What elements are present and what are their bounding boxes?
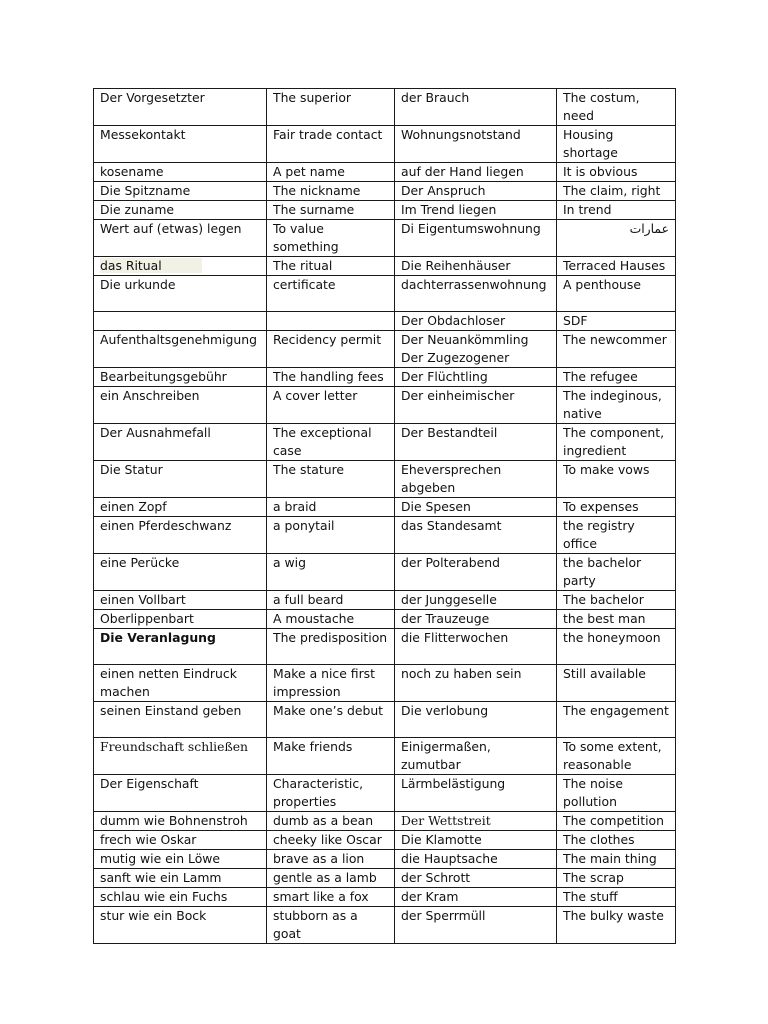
cell-german-term: Der einheimischer: [395, 387, 557, 424]
cell-english-translation: The refugee: [557, 368, 676, 387]
table-row: [94, 554, 676, 591]
cell-german-term: stur wie ein Bock: [94, 907, 267, 944]
cell-german-term: das Standesamt: [395, 517, 557, 554]
cell-english-translation: The nickname: [267, 182, 395, 201]
cell-english-translation: a wig: [267, 554, 395, 591]
cell-english-translation: The stature: [267, 461, 395, 498]
cell-german-term: mutig wie ein Löwe: [94, 850, 267, 869]
cell-german-term: der Schrott: [395, 869, 557, 888]
cell-german-term: Einigermaßen, zumutbar: [395, 738, 557, 775]
cell-english-translation: A penthouse: [557, 276, 676, 312]
cell-german-term: der Trauzeuge: [395, 610, 557, 629]
cell-german-term: eine Perücke: [94, 554, 267, 591]
cell-english-translation: The exceptional case: [267, 424, 395, 461]
cell-english-translation: a full beard: [267, 591, 395, 610]
table-row: [94, 812, 676, 831]
cell-english-translation: The scrap: [557, 869, 676, 888]
table-row: [94, 182, 676, 201]
cell-german-term: Die Klamotte: [395, 831, 557, 850]
cell-english-translation: عمارات: [557, 220, 676, 257]
table-row: [94, 665, 676, 702]
cell-english-translation: The claim, right: [557, 182, 676, 201]
cell-german-term: der Polterabend: [395, 554, 557, 591]
cell-english-translation: dumb as a bean: [267, 812, 395, 831]
cell-german-term: Im Trend liegen: [395, 201, 557, 220]
cell-english-translation: a braid: [267, 498, 395, 517]
table-row: [94, 702, 676, 738]
cell-english-translation: Housing shortage: [557, 126, 676, 163]
cell-english-translation: Fair trade contact: [267, 126, 395, 163]
cell-german-term: Wohnungsnotstand: [395, 126, 557, 163]
vocabulary-table: [93, 88, 676, 944]
cell-german-term: [94, 312, 267, 331]
cell-english-translation: To some extent, reasonable: [557, 738, 676, 775]
table-row: [94, 629, 676, 665]
cell-german-term: Der Anspruch: [395, 182, 557, 201]
table-row: [94, 201, 676, 220]
cell-german-term: Die Spesen: [395, 498, 557, 517]
cell-english-translation: The surname: [267, 201, 395, 220]
table-row: [94, 387, 676, 424]
cell-german-term: Die zuname: [94, 201, 267, 220]
cell-english-translation: The component, ingredient: [557, 424, 676, 461]
table-row: [94, 331, 676, 368]
table-row: [94, 257, 676, 276]
cell-english-translation: A cover letter: [267, 387, 395, 424]
cell-english-translation: The noise pollution: [557, 775, 676, 812]
cell-german-term: die Hauptsache: [395, 850, 557, 869]
cell-german-term: Der Ausnahmefall: [94, 424, 267, 461]
cell-german-term: Bearbeitungsgebühr: [94, 368, 267, 387]
cell-german-term: Die Spitzname: [94, 182, 267, 201]
cell-german-term: ein Anschreiben: [94, 387, 267, 424]
table-row: [94, 831, 676, 850]
cell-english-translation: The main thing: [557, 850, 676, 869]
table-row: [94, 461, 676, 498]
cell-english-translation: Terraced Hauses: [557, 257, 676, 276]
cell-english-translation: the best man: [557, 610, 676, 629]
cell-german-term: Messekontakt: [94, 126, 267, 163]
table-row: [94, 610, 676, 629]
cell-english-translation: The predisposition: [267, 629, 395, 665]
cell-english-translation: Still available: [557, 665, 676, 702]
cell-english-translation: To make vows: [557, 461, 676, 498]
table-row: [94, 775, 676, 812]
cell-english-translation: The stuff: [557, 888, 676, 907]
cell-german-term: Lärmbelästigung: [395, 775, 557, 812]
table-row: [94, 850, 676, 869]
cell-english-translation: gentle as a lamb: [267, 869, 395, 888]
table-row: [94, 591, 676, 610]
cell-english-translation: It is obvious: [557, 163, 676, 182]
cell-english-translation: The bulky waste: [557, 907, 676, 944]
table-row: [94, 424, 676, 461]
cell-english-translation: a ponytail: [267, 517, 395, 554]
cell-german-term: Die Reihenhäuser: [395, 257, 557, 276]
cell-english-translation: Make friends: [267, 738, 395, 775]
table-row: [94, 907, 676, 944]
cell-english-translation: The costum, need: [557, 89, 676, 126]
cell-german-term: dachterrassenwohnung: [395, 276, 557, 312]
cell-english-translation: stubborn as a goat: [267, 907, 395, 944]
cell-german-term: die Flitterwochen: [395, 629, 557, 665]
cell-english-translation: The clothes: [557, 831, 676, 850]
cell-english-translation: Recidency permit: [267, 331, 395, 368]
table-row: [94, 126, 676, 163]
table-row: [94, 312, 676, 331]
cell-english-translation: Make a nice first impression: [267, 665, 395, 702]
cell-german-term: Di Eigentumswohnung: [395, 220, 557, 257]
cell-german-term: Aufenthaltsgenehmigung: [94, 331, 267, 368]
cell-german-term: Freundschaft schließen: [94, 738, 267, 775]
cell-english-translation: To value something: [267, 220, 395, 257]
cell-english-translation: The competition: [557, 812, 676, 831]
cell-german-term: sanft wie ein Lamm: [94, 869, 267, 888]
cell-english-translation: [267, 312, 395, 331]
cell-english-translation: In trend: [557, 201, 676, 220]
vocabulary-table-body: [94, 89, 676, 944]
cell-german-term: der Junggeselle: [395, 591, 557, 610]
cell-english-translation: The indeginous, native: [557, 387, 676, 424]
cell-german-term: Eheversprechen abgeben: [395, 461, 557, 498]
cell-english-translation: A moustache: [267, 610, 395, 629]
table-row: [94, 498, 676, 517]
table-row: [94, 738, 676, 775]
cell-english-translation: To expenses: [557, 498, 676, 517]
cell-english-translation: smart like a fox: [267, 888, 395, 907]
cell-german-term: einen Vollbart: [94, 591, 267, 610]
cell-german-term: Der Bestandteil: [395, 424, 557, 461]
cell-german-term: der Brauch: [395, 89, 557, 126]
cell-german-term: [94, 257, 267, 276]
cell-english-translation: The bachelor: [557, 591, 676, 610]
table-row: [94, 517, 676, 554]
cell-german-term: der Sperrmüll: [395, 907, 557, 944]
cell-german-term: auf der Hand liegen: [395, 163, 557, 182]
cell-german-term: Der Neuankömmling Der Zugezogener: [395, 331, 557, 368]
highlighted-text: das Ritual: [100, 258, 202, 273]
table-row: [94, 368, 676, 387]
cell-english-translation: certificate: [267, 276, 395, 312]
cell-english-translation: brave as a lion: [267, 850, 395, 869]
cell-english-translation: Make one’s debut: [267, 702, 395, 738]
cell-english-translation: The handling fees: [267, 368, 395, 387]
cell-german-term: Der Wettstreit: [395, 812, 557, 831]
cell-german-term: Der Obdachloser: [395, 312, 557, 331]
cell-english-translation: A pet name: [267, 163, 395, 182]
table-row: [94, 888, 676, 907]
cell-german-term: dumm wie Bohnenstroh: [94, 812, 267, 831]
cell-english-translation: The superior: [267, 89, 395, 126]
table-row: [94, 163, 676, 182]
cell-german-term: Der Vorgesetzter: [94, 89, 267, 126]
cell-english-translation: The ritual: [267, 257, 395, 276]
cell-german-term: schlau wie ein Fuchs: [94, 888, 267, 907]
cell-german-term: Die Statur: [94, 461, 267, 498]
cell-german-term: frech wie Oskar: [94, 831, 267, 850]
cell-english-translation: SDF: [557, 312, 676, 331]
cell-german-term: Der Flüchtling: [395, 368, 557, 387]
cell-german-term: Die urkunde: [94, 276, 267, 312]
cell-german-term: einen netten Eindruck machen: [94, 665, 267, 702]
cell-english-translation: the honeymoon: [557, 629, 676, 665]
cell-german-term: noch zu haben sein: [395, 665, 557, 702]
cell-english-translation: The newcommer: [557, 331, 676, 368]
cell-german-term: einen Pferdeschwanz: [94, 517, 267, 554]
cell-german-term: einen Zopf: [94, 498, 267, 517]
cell-german-term: Wert auf (etwas) legen: [94, 220, 267, 257]
table-row: [94, 276, 676, 312]
cell-german-term: Die verlobung: [395, 702, 557, 738]
cell-english-translation: The engagement: [557, 702, 676, 738]
table-row: [94, 869, 676, 888]
table-row: [94, 220, 676, 257]
cell-german-term: Oberlippenbart: [94, 610, 267, 629]
cell-german-term: Der Eigenschaft: [94, 775, 267, 812]
cell-german-term: Die Veranlagung: [94, 629, 267, 665]
cell-english-translation: Characteristic, properties: [267, 775, 395, 812]
cell-english-translation: the bachelor party: [557, 554, 676, 591]
cell-german-term: der Kram: [395, 888, 557, 907]
cell-english-translation: the registry office: [557, 517, 676, 554]
cell-german-term: seinen Einstand geben: [94, 702, 267, 738]
cell-english-translation: cheeky like Oscar: [267, 831, 395, 850]
cell-german-term: kosename: [94, 163, 267, 182]
table-row: [94, 89, 676, 126]
